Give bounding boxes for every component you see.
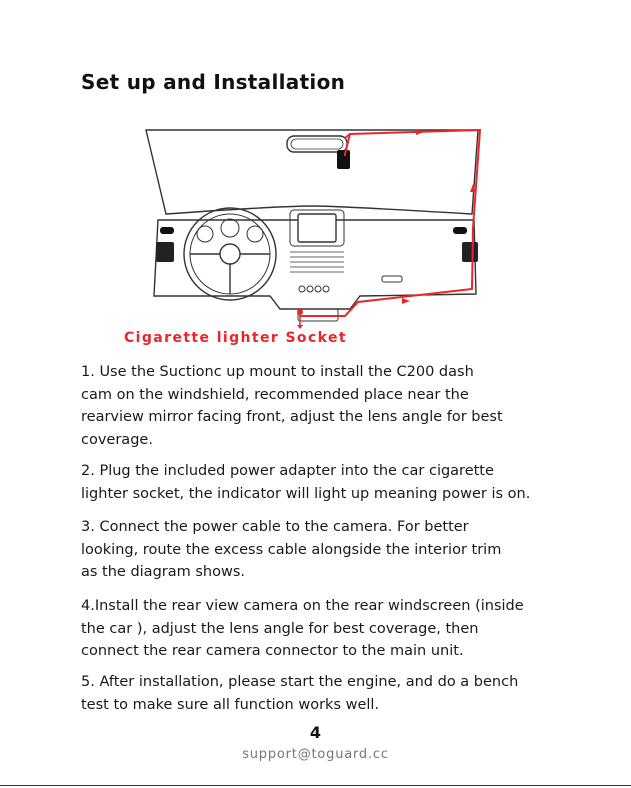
socket-label: Cigarette lighter Socket [124,330,347,346]
bottom-divider [0,785,631,786]
center-screen [298,214,336,242]
step-3-line-3: as the diagram shows. [81,564,245,580]
step-1-line-4: coverage. [81,431,153,448]
step-1 [81,361,581,451]
step-5-line-1: 5. After installation, please start the engine, and do a bench [81,674,519,690]
step-5-line-2: test to make sure all function works well. [81,696,380,713]
step-3 [81,516,581,584]
step-2-line-1: 2. Plug the included power adapter into the car cigarette [81,463,494,479]
step-4-line-3: connect the rear camera connector to the main unit. [81,643,464,659]
dash-cam [337,150,350,169]
step-2 [81,460,581,505]
step-3-line-2: looking, route the excess cable alongside the interior trim [81,541,502,558]
step-2-line-2: lighter socket, the indicator will light up meaning power is on. [81,485,531,502]
step-3-line-1: 3. Connect the power cable to the camera. For better [81,519,469,535]
step-5 [81,671,581,716]
step-4-line-2: the car ), adjust the lens angle for best coverage, then [81,620,479,637]
car-dashboard-diagram [140,124,485,329]
page-number: 4 [309,723,322,742]
steering-wheel [184,208,276,300]
step-4 [81,595,581,663]
step-1-line-1: 1. Use the Suctionc up mount to install the C200 dash [81,364,474,380]
step-4-line-1: 4.Install the rear view camera on the rear windscreen (inside [81,598,524,614]
rearview-mirror [287,136,347,152]
step-1-line-2: cam on the windshield, recommended place near the [81,386,469,403]
page-title: Set up and Installation [81,70,346,94]
step-1-line-3: rearview mirror facing front, adjust the lens angle for best [81,409,503,425]
support-email: support@toguard.cc [242,747,389,762]
